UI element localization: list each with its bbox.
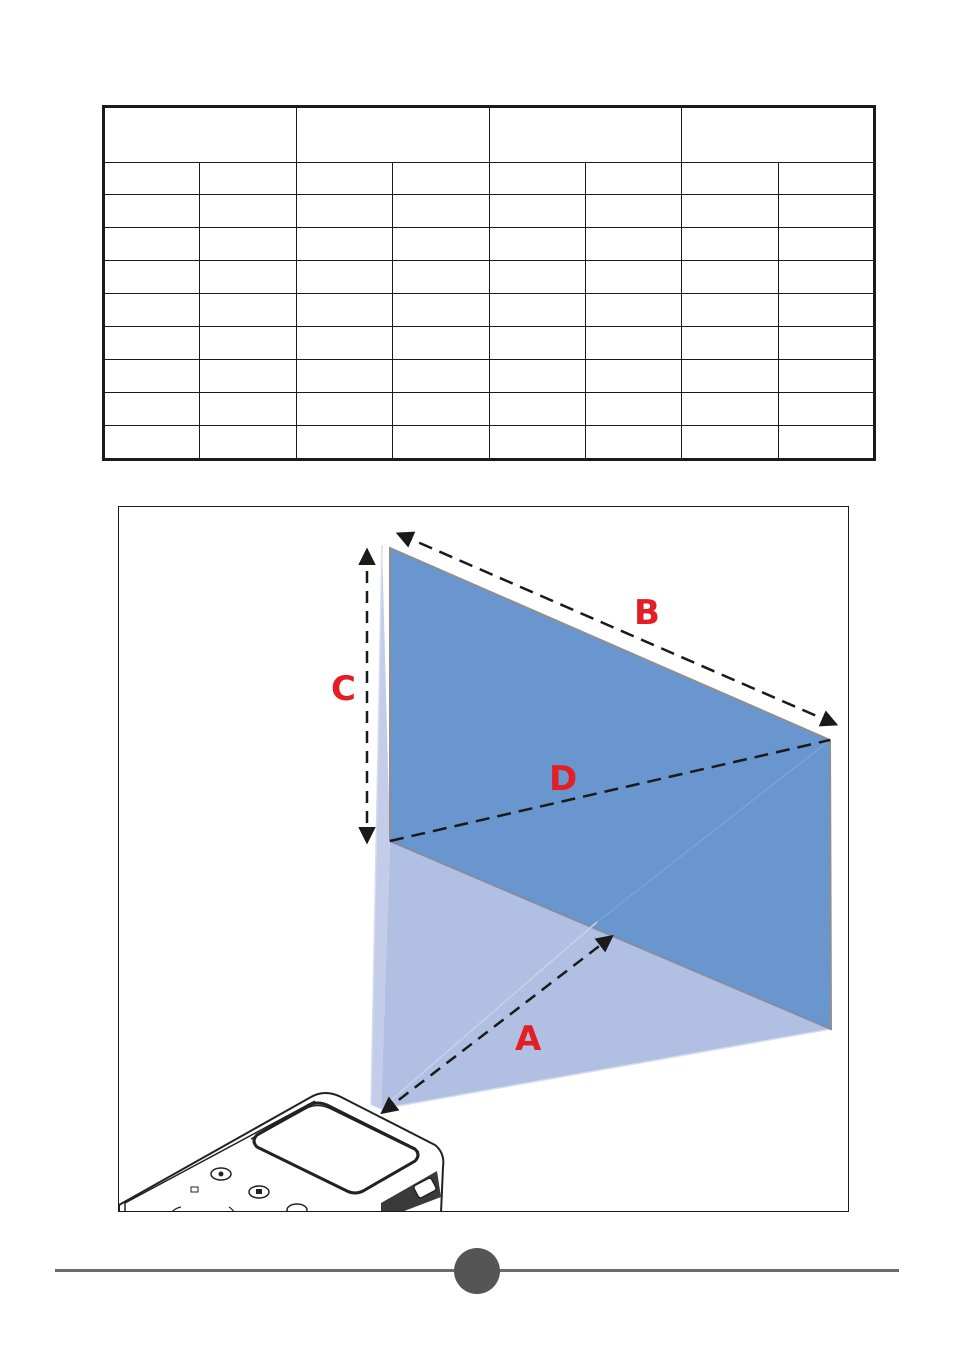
table-cell <box>778 195 874 228</box>
table-cell <box>489 261 585 294</box>
label-a: A <box>515 1019 542 1059</box>
table-cell <box>682 162 778 195</box>
table-cell <box>104 360 200 393</box>
table-cell <box>393 162 489 195</box>
table-cell <box>104 425 200 459</box>
table-row <box>104 228 875 261</box>
table-cell <box>585 261 681 294</box>
projection-diagram <box>118 506 849 1212</box>
table-cell <box>489 228 585 261</box>
table-cell <box>296 162 392 195</box>
table-cell <box>778 162 874 195</box>
table-cell <box>489 195 585 228</box>
table-cell <box>200 261 296 294</box>
table-cell <box>104 261 200 294</box>
table-cell <box>296 261 392 294</box>
table-header-cell <box>682 107 875 163</box>
table-cell <box>104 294 200 327</box>
table-cell <box>200 327 296 360</box>
table-cell <box>296 228 392 261</box>
table-header-cell <box>296 107 489 163</box>
projection-diagram-svg <box>119 507 849 1212</box>
table-cell <box>200 195 296 228</box>
table-cell <box>778 360 874 393</box>
table-cell <box>585 228 681 261</box>
device-indicator-icon <box>191 1187 198 1192</box>
table-cell <box>682 261 778 294</box>
table-cell <box>778 261 874 294</box>
table-cell <box>393 393 489 426</box>
table-cell <box>393 261 489 294</box>
table-cell <box>393 360 489 393</box>
projection-size-table <box>102 105 876 461</box>
device-button-icon <box>287 1204 307 1212</box>
table-cell <box>296 327 392 360</box>
table-row <box>104 393 875 426</box>
table-header-row <box>104 107 875 163</box>
table-cell <box>200 393 296 426</box>
table-row <box>104 425 875 459</box>
table-cell <box>489 327 585 360</box>
label-c: C <box>331 669 356 709</box>
table-cell <box>585 393 681 426</box>
table-cell <box>200 360 296 393</box>
table-cell <box>682 195 778 228</box>
table-cell <box>296 195 392 228</box>
table-cell <box>104 393 200 426</box>
table-header-cell <box>104 107 297 163</box>
table-cell <box>393 425 489 459</box>
table-row <box>104 360 875 393</box>
table-cell <box>200 162 296 195</box>
table-cell <box>296 393 392 426</box>
table-cell <box>585 360 681 393</box>
table-cell <box>778 393 874 426</box>
table-cell <box>104 228 200 261</box>
table-cell <box>489 360 585 393</box>
table-cell <box>393 228 489 261</box>
table-cell <box>585 195 681 228</box>
table-cell <box>489 162 585 195</box>
table-cell <box>778 228 874 261</box>
table-cell <box>104 327 200 360</box>
table-cell <box>104 195 200 228</box>
table-cell <box>200 294 296 327</box>
table-cell <box>489 393 585 426</box>
table-cell <box>393 327 489 360</box>
projector-device <box>119 1093 443 1212</box>
table-cell <box>778 294 874 327</box>
table-cell <box>393 195 489 228</box>
table-cell <box>489 425 585 459</box>
table-cell <box>682 327 778 360</box>
table-row <box>104 261 875 294</box>
page-number-badge <box>454 1248 500 1294</box>
table-row <box>104 294 875 327</box>
table-cell <box>585 162 681 195</box>
table-cell <box>682 425 778 459</box>
table-cell <box>682 228 778 261</box>
table-cell <box>296 425 392 459</box>
table-cell <box>682 294 778 327</box>
table-cell <box>585 294 681 327</box>
table-cell <box>778 327 874 360</box>
table-row <box>104 162 875 195</box>
table-cell <box>393 294 489 327</box>
table-cell <box>585 425 681 459</box>
table-cell <box>682 360 778 393</box>
table-cell <box>585 327 681 360</box>
table-cell <box>489 294 585 327</box>
table-row <box>104 195 875 228</box>
table-header-cell <box>489 107 682 163</box>
label-b: B <box>634 593 660 633</box>
table-cell <box>104 162 200 195</box>
table-cell <box>200 228 296 261</box>
table-cell <box>200 425 296 459</box>
table-cell <box>296 360 392 393</box>
table-cell <box>296 294 392 327</box>
table-cell <box>682 393 778 426</box>
table-cell <box>778 425 874 459</box>
table-row <box>104 327 875 360</box>
label-d: D <box>549 759 578 799</box>
